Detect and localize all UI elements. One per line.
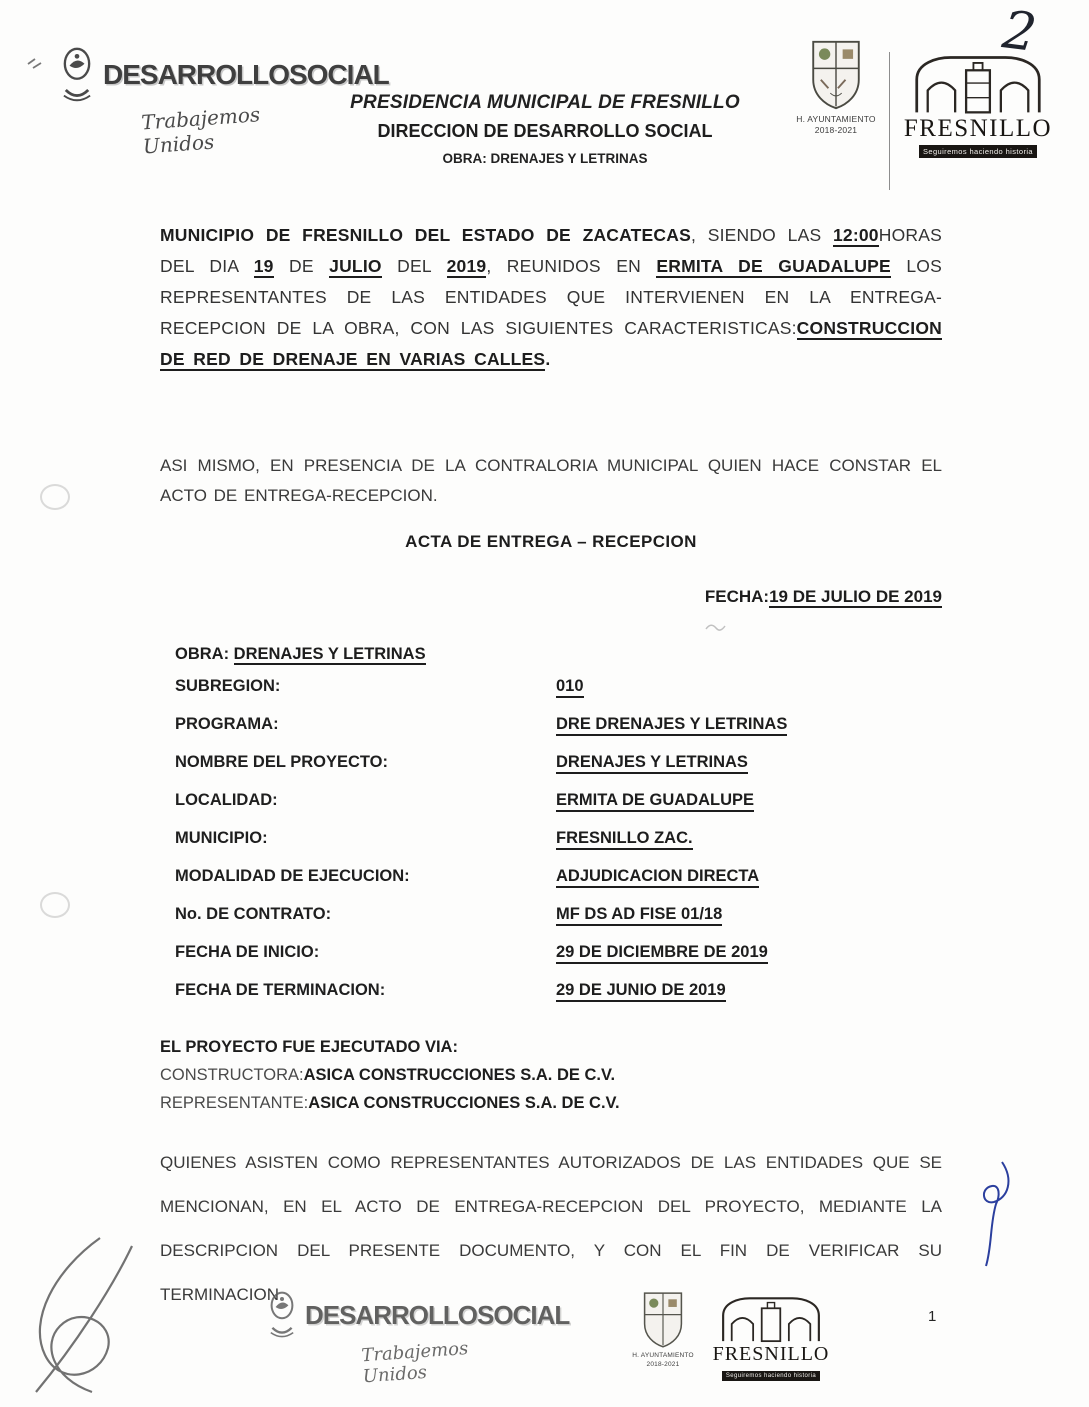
fresnillo-tagline: Seguiremos haciendo historia [919, 145, 1037, 158]
field-value: 010 [556, 677, 584, 698]
coat-of-arms-icon [807, 38, 865, 112]
pen-scribble-bottom-left [36, 1238, 132, 1392]
crest-caption-line2: 2018-2021 [814, 125, 858, 136]
desarrollo-social-tagline: Trabajemos Unidos [140, 102, 261, 159]
text-segment: 19 [253, 256, 274, 276]
ayuntamiento-crest [790, 38, 882, 137]
field-row [160, 943, 942, 981]
header-title-line2: DIRECCION DE DESARROLLO SOCIAL [377, 121, 713, 141]
field-label: No. DE CONTRATO: [175, 905, 332, 923]
text-segment: LOS REPRESENTANTES DE LAS ENTIDADES QUE INTERVIENEN EN LA ENTREGA-RECEPCION DE LA OBRA, CON LAS SIGUIENTES CARACTERISTICAS: [160, 256, 942, 338]
hole-punch-mark [40, 892, 70, 918]
page-number: 1 [928, 1308, 937, 1325]
field-row [160, 677, 942, 715]
footer-fresnillo-logo [708, 1294, 834, 1382]
footer-ayuntamiento-crest [628, 1290, 698, 1370]
field-row [160, 753, 942, 791]
text-segment: 12:00 [832, 225, 879, 245]
field-label: MUNICIPIO: [175, 829, 268, 847]
field-row [160, 905, 942, 943]
field-row [160, 715, 942, 753]
desarrollo-social-emblem-icon [58, 46, 96, 104]
header-title-line3: OBRA: DRENAJES Y LETRINAS [442, 151, 648, 166]
coat-of-arms-icon [640, 1290, 686, 1350]
constructora-label: CONSTRUCTORA: [160, 1066, 304, 1084]
text-segment: . [545, 349, 551, 369]
text-segment: JULIO [329, 256, 382, 276]
representante-label: REPRESENTANTE: [160, 1094, 309, 1112]
text-segment: ERMITA DE GUADALUPE [656, 256, 891, 276]
fresnillo-logo [900, 52, 1056, 159]
text-segment: DEL [381, 256, 447, 276]
fresnillo-wordmark: FRESNILLO [712, 1343, 830, 1365]
constructora-value: ASICA CONSTRUCCIONES S.A. DE C.V. [303, 1066, 616, 1084]
desarrollo-social-emblem-icon [266, 1290, 298, 1340]
text-segment: CONSTRUCCION DE RED DE DRENAJE EN VARIAS CALLES [160, 318, 942, 369]
handwritten-page-mark: 2 [999, 0, 1040, 64]
text-segment: , SIENDO LAS [690, 225, 833, 245]
field-label: SUBREGION: [175, 677, 281, 695]
desarrollo-social-wordmark: DESARROLLOSOCIAL [103, 59, 389, 90]
fecha-line [160, 587, 942, 607]
pen-tick-top-left [28, 59, 41, 68]
desarrollo-social-tagline: Trabajemos Unidos [360, 1337, 469, 1388]
field-row [160, 791, 942, 829]
obra-line [160, 645, 942, 664]
representante-value: ASICA CONSTRUCCIONES S.A. DE C.V. [308, 1094, 620, 1112]
crest-caption-line1: H. AYUNTAMIENTO [632, 1352, 694, 1359]
document-body [160, 220, 942, 1317]
fecha-label: FECHA: [704, 587, 770, 606]
field-label: PROGRAMA: [175, 715, 279, 733]
fresnillo-aqueduct-icon [716, 1294, 826, 1344]
intro-paragraph [160, 220, 942, 375]
text-segment: DE [273, 256, 330, 276]
constructora-line [160, 1061, 942, 1089]
crest-caption-line1: H. AYUNTAMIENTO [796, 114, 876, 124]
field-label: MODALIDAD DE EJECUCION: [175, 867, 410, 885]
field-label: FECHA DE TERMINACION: [175, 981, 386, 999]
acta-title: ACTA DE ENTREGA – RECEPCION [405, 532, 697, 551]
text-segment: , REUNIDOS EN [486, 256, 657, 276]
desarrollo-social-logo [58, 46, 389, 159]
footer-desarrollo-social-logo [266, 1290, 570, 1388]
crest-caption-line2: 2018-2021 [646, 1360, 680, 1368]
field-row [160, 867, 942, 905]
ink-squiggle-right [984, 1162, 1008, 1266]
representante-line [160, 1089, 942, 1117]
field-value: MF DS AD FISE 01/18 [556, 905, 722, 926]
hole-punch-mark [40, 484, 70, 510]
document-header [320, 92, 770, 166]
obra-value: DRENAJES Y LETRINAS [233, 645, 426, 663]
text-segment: 2019 [446, 256, 487, 276]
project-fields [160, 677, 942, 1019]
witness-paragraph: ASI MISMO, EN PRESENCIA DE LA CONTRALORIA MUNICIPAL QUIEN HACE CONSTAR EL ACTO DE ENTREGA-RECEPCION. [160, 456, 942, 505]
field-value: 29 DE JUNIO DE 2019 [556, 981, 726, 1002]
field-value: ADJUDICACION DIRECTA [556, 867, 759, 888]
text-segment: HORAS DEL DIA [160, 225, 942, 276]
field-value: DRENAJES Y LETRINAS [556, 753, 748, 774]
fecha-value: 19 DE JULIO DE 2019 [769, 587, 942, 606]
field-value: ERMITA DE GUADALUPE [556, 791, 754, 812]
fresnillo-tagline: Seguiremos haciendo historia [722, 1371, 820, 1381]
header-title-line1: PRESIDENCIA MUNICIPAL DE FRESNILLO [350, 92, 740, 113]
field-value: DRE DRENAJES Y LETRINAS [556, 715, 787, 736]
field-label: NOMBRE DEL PROYECTO: [175, 753, 388, 771]
field-value: 29 DE DICIEMBRE DE 2019 [556, 943, 768, 964]
header-divider [889, 52, 890, 190]
field-row [160, 981, 942, 1019]
closing-paragraph: QUIENES ASISTEN COMO REPRESENTANTES AUTORIZADOS DE LAS ENTIDADES QUE SE MENCIONAN, EN EL ACTO DE ENTREGA-RECEPCION DEL PROYECTO, MEDIANTE LA DESCRIPCION DEL PRESENTE DOCUMENTO, Y CON EL FIN DE VERIFICAR SU TERMINACION [160, 1153, 942, 1304]
executed-via-block [160, 1033, 942, 1117]
field-row [160, 829, 942, 867]
fresnillo-wordmark: FRESNILLO [903, 115, 1053, 142]
field-label: FECHA DE INICIO: [175, 943, 320, 961]
text-segment: MUNICIPIO DE FRESNILLO DEL ESTADO DE ZACATECAS [160, 225, 691, 245]
executed-heading: EL PROYECTO FUE EJECUTADO VIA: [160, 1038, 458, 1056]
obra-label: OBRA: [175, 645, 230, 663]
field-value: FRESNILLO ZAC. [556, 829, 693, 850]
field-label: LOCALIDAD: [175, 791, 278, 809]
desarrollo-social-wordmark: DESARROLLOSOCIAL [305, 1299, 570, 1330]
